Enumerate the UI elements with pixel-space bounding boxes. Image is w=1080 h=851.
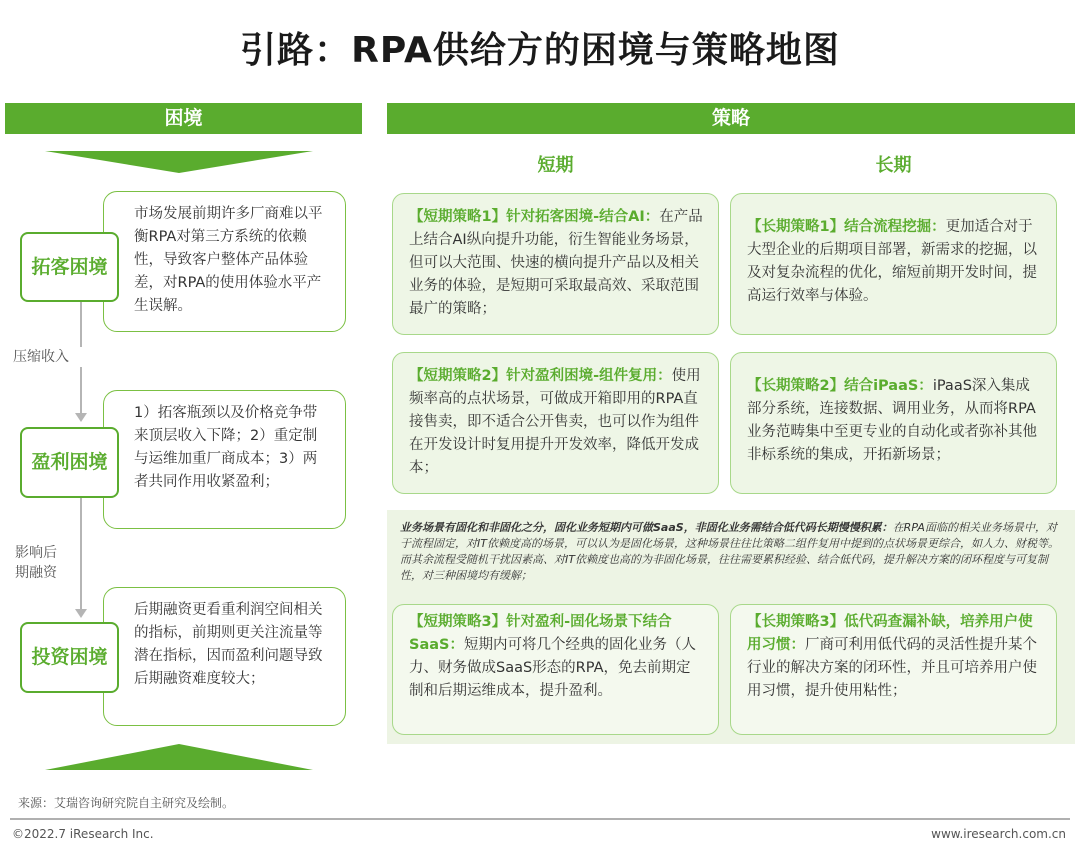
strategy-title: 【长期策略2】结合iPaaS： — [747, 378, 933, 394]
strategy-card-short-3 — [392, 604, 719, 735]
dilemma-tag-profit: 盈利困境 — [20, 427, 119, 498]
strategy-body: 短期内可将几个经典的固化业务（人力、财务做成SaaS形态的RPA，免去前期定制和后期运维成本，提升盈利。 — [409, 637, 696, 699]
strategy-body: 更加适合对于大型企业的后期项目部署，新需求的挖掘，以及对复杂流程的优化，缩短前期开发时间，提高运行效率与体验。 — [747, 219, 1037, 304]
dilemma-tag-investment: 投资困境 — [20, 622, 119, 693]
scenario-note — [400, 520, 1060, 584]
strategy-card-long-2 — [730, 352, 1057, 494]
source-note: 来源：艾瑞咨询研究院自主研究及绘制。 — [18, 796, 235, 810]
website-link[interactable]: www.iresearch.com.cn — [931, 827, 1066, 841]
dilemma-header: 困境 — [5, 103, 362, 134]
strategy-title: 【短期策略2】针对盈利困境-组件复用： — [409, 368, 672, 384]
strategy-card-long-1 — [730, 193, 1057, 335]
footer-divider — [10, 818, 1070, 820]
strategy-body: iPaaS深入集成部分系统，连接数据、调用业务，从而将RPA业务范畴集中至更专业的自动化或者弥补其他非标系统的集成，开拓新场景； — [747, 378, 1037, 463]
arrow-down-icon — [75, 413, 87, 422]
strategy-card-short-1 — [392, 193, 719, 335]
dilemma-tag-customer: 拓客困境 — [20, 232, 119, 302]
strategy-title: 【长期策略1】结合流程挖掘： — [747, 219, 946, 235]
strategy-title: 【长期策略3】低代码查漏补缺，培养用户使用习惯： — [747, 614, 1033, 653]
strategy-card-long-3 — [730, 604, 1057, 735]
flow-connector — [80, 498, 82, 612]
dilemma-text-investment: 后期融资更看重利润空间相关的指标，前期则更关注流量等潜在指标，因而盈利问题导致后期融资难度较大； — [103, 587, 346, 726]
arrow-down-icon — [75, 609, 87, 618]
strategy-title: 【短期策略1】针对拓客困境-结合AI： — [409, 209, 660, 225]
strategy-header: 策略 — [387, 103, 1075, 134]
down-arrow-icon — [45, 151, 313, 173]
flow-label-financing: 影响后期融资 — [15, 545, 57, 581]
strategy-body: 在产品上结合AI纵向提升功能，衍生智能业务场景，但可以大范围、快速的横向提升产品以及相关业务的体验，是短期可采取最高效、采取范围最广的策略； — [409, 209, 703, 317]
scenario-note-body: 在RPA面临的相关业务场景中，对于流程固定，对IT依赖度高的场景，可以认为是固化场景，这种场景往往比策略二组件复用中提到的点状场景更综合，如人力、财税等。而其余流程受随机干扰因素高、对IT依赖度也高的为非固化场景，往往需要累积经验、结合低代码，提升解决方案的闭环程度与可复制性，对三种困境均有缓解； — [400, 521, 1059, 582]
flow-label-compress: 压缩收入 — [13, 347, 83, 367]
scenario-note-title: 业务场景有固化和非固化之分，固化业务短期内可做SaaS，非固化业务需结合低代码长期慢慢积累： — [400, 521, 893, 534]
short-term-heading: 短期 — [537, 155, 574, 176]
long-term-heading: 长期 — [875, 155, 912, 176]
strategy-card-short-2 — [392, 352, 719, 494]
up-arrow-icon — [45, 744, 313, 770]
copyright: ©2022.7 iResearch Inc. — [12, 827, 154, 841]
strategy-body: 厂商可利用低代码的灵活性提升某个行业的解决方案的闭环性，并且可培养用户使用习惯，提升使用粘性； — [747, 637, 1037, 699]
strategy-title: 【短期策略3】针对盈利-固化场景下结合SaaS： — [409, 614, 672, 653]
dilemma-text-customer: 市场发展前期许多厂商难以平衡RPA对第三方系统的依赖性，导致客户整体产品体验差，对RPA的使用体验水平产生误解。 — [103, 191, 346, 332]
page-title: 引路：RPA供给方的困境与策略地图 — [240, 30, 840, 71]
strategy-body: 使用频率高的点状场景，可做成开箱即用的RPA直接售卖，即不适合公开售卖，也可以作为组件在开发设计时复用提升开发效率，降低开发成本； — [409, 368, 701, 476]
dilemma-text-profit: 1）拓客瓶颈以及价格竞争带来顶层收入下降；2）重定制与运维加重厂商成本；3）两者共同作用收紧盈利； — [103, 390, 346, 529]
